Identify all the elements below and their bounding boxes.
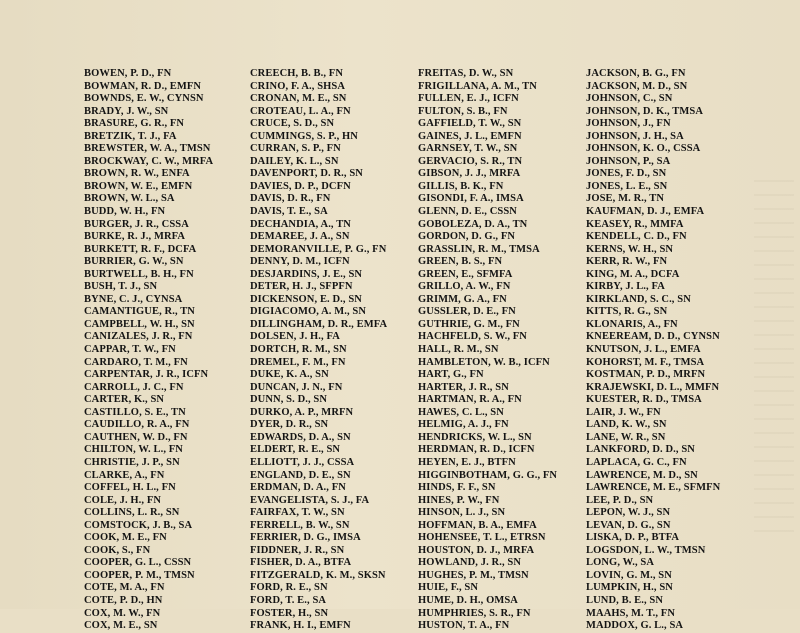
roster-entry: JONES, L. E., SN	[586, 180, 668, 192]
roster-entry: GERVACIO, S. R., TN	[418, 155, 523, 167]
roster-entry: KERNS, W. H., SN	[586, 243, 674, 255]
roster-entry: DUNN, S. D., SN	[250, 394, 328, 406]
roster-entry: MADDOX, G. L., SA	[586, 620, 684, 632]
roster-entry: HUMPHRIES, S. R., FN	[418, 607, 531, 619]
roster-entry: BRASURE, G. R., FN	[84, 118, 185, 130]
roster-entry: HOWLAND, J. R., SN	[418, 557, 522, 569]
roster-entry: DUKE, K. A., SN	[250, 369, 329, 381]
roster-entry: DIGIACOMO, A. M., SN	[250, 306, 367, 318]
roster-entry: ELLIOTT, J. J., CSSA	[250, 456, 355, 468]
roster-entry: BURKE, R. J., MRFA	[84, 231, 186, 243]
roster-entry: ELDERT, R. E., SN	[250, 444, 341, 456]
roster-entry: KITTS, R. G., SN	[586, 306, 668, 318]
roster-entry: BROWN, W. L., SA	[84, 193, 175, 205]
roster-column-3	[418, 68, 557, 633]
roster-entry: KENDELL, C. D., FN	[586, 231, 687, 243]
roster-entry: KRAJEWSKI, D. L., MMFN	[586, 381, 720, 393]
roster-entry: DAVIS, T. E., SA	[250, 206, 328, 218]
roster-entry: KOHORST, M. F., TMSA	[586, 356, 705, 368]
roster-entry: CAMANTIGUE, R., TN	[84, 306, 195, 318]
roster-entry: HARTER, J. R., SN	[418, 381, 509, 393]
roster-entry: CAPPAR, T. W., FN	[84, 344, 176, 356]
roster-entry: FOSTER, H., SN	[250, 607, 329, 619]
roster-entry: KOSTMAN, P. D., MRFN	[586, 369, 706, 381]
roster-entry: FRIGILLANA, A. M., TN	[418, 80, 537, 92]
roster-entry: KNEEREAM, D. D., CYNSN	[586, 331, 720, 343]
roster-entry: CRONAN, M. E., SN	[250, 93, 347, 105]
roster-entry: GRILLO, A. W., FN	[418, 281, 511, 293]
roster-entry: CARTER, K., SN	[84, 394, 165, 406]
roster-entry: BRETZIK, T. J., FA	[84, 130, 177, 142]
roster-entry: BURRIER, G. W., SN	[84, 256, 184, 268]
roster-entry: GUTHRIE, G. M., FN	[418, 318, 520, 330]
roster-entry: FULTON, S. B., FN	[418, 105, 508, 117]
roster-column-1	[84, 68, 213, 633]
roster-entry: DREMEL, F. M., FN	[250, 356, 346, 368]
roster-entry: GARNSEY, T. W., SN	[418, 143, 518, 155]
roster-entry: DAVENPORT, D. R., SN	[250, 168, 363, 180]
roster-entry: BRADY, J. W., SN	[84, 105, 169, 117]
roster-entry: FISHER, D. A., BTFA	[250, 557, 352, 569]
roster-column-4	[586, 68, 720, 633]
roster-entry: DAVIS, D. R., FN	[250, 193, 331, 205]
roster-entry: CHRISTIE, J. P., SN	[84, 456, 180, 468]
roster-entry: KERR, R. W., FN	[586, 256, 668, 268]
roster-entry: CAUTHEN, W. D., FN	[84, 431, 188, 443]
roster-entry: KING, M. A., DCFA	[586, 268, 680, 280]
roster-entry: HAMBLETON, W. B., ICFN	[418, 356, 550, 368]
roster-entry: BREWSTER, W. A., TMSN	[84, 143, 211, 155]
roster-entry: HOFFMAN, B. A., EMFA	[418, 519, 537, 531]
roster-entry: BURTWELL, B. H., FN	[84, 268, 194, 280]
roster-entry: BROWN, R. W., ENFA	[84, 168, 190, 180]
roster-entry: KNUTSON, J. L., EMFA	[586, 344, 701, 356]
roster-entry: JOHNSON, D. K., TMSA	[586, 105, 704, 117]
roster-entry: DUNCAN, J. N., FN	[250, 381, 343, 393]
roster-entry: COLE, J. H., FN	[84, 494, 162, 506]
roster-entry: JOHNSON, J., FN	[586, 118, 671, 130]
roster-entry: FITZGERALD, K. M., SKSN	[250, 569, 386, 581]
roster-entry: GISONDI, F. A., IMSA	[418, 193, 524, 205]
roster-entry: GAINES, J. L., EMFN	[418, 130, 522, 142]
roster-entry: CRINO, F. A., SHSA	[250, 80, 346, 92]
roster-entry: DAILEY, K. L., SN	[250, 155, 339, 167]
roster-entry: JONES, F. D., SN	[586, 168, 667, 180]
roster-entry: KEASEY, R., MMFA	[586, 218, 684, 230]
roster-entry: HACHFELD, S. W., FN	[418, 331, 527, 343]
roster-entry: EVANGELISTA, S. J., FA	[250, 494, 370, 506]
roster-entry: HART, G., FN	[418, 369, 484, 381]
roster-entry: CUMMINGS, S. P., HN	[250, 130, 358, 142]
roster-entry: COTE, M. A., FN	[84, 582, 165, 594]
roster-entry: DECHANDIA, A., TN	[250, 218, 351, 230]
roster-entry: DURKO, A. P., MRFN	[250, 406, 354, 418]
roster-entry: LEE, P. D., SN	[586, 494, 654, 506]
roster-entry: HOHENSEE, T. L., ETRSN	[418, 532, 546, 544]
roster-entry: DICKENSON, E. D., SN	[250, 293, 362, 305]
roster-entry: HENDRICKS, W. L., SN	[418, 431, 532, 443]
roster-entry: HUSTON, T. A., FN	[418, 620, 510, 632]
roster-entry: JACKSON, B. G., FN	[586, 68, 686, 79]
roster-entry: BROWN, W. E., EMFN	[84, 180, 193, 192]
roster-entry: BOWMAN, R. D., EMFN	[84, 80, 202, 92]
roster-entry: FREITAS, D. W., SN	[418, 68, 514, 79]
roster-entry: CAUDILLO, R. A., FN	[84, 419, 190, 431]
roster-entry: ENGLAND, D. E., SN	[250, 469, 351, 481]
roster-entry: DESJARDINS, J. E., SN	[250, 268, 363, 280]
roster-entry: JOHNSON, K. O., CSSA	[586, 143, 701, 155]
roster-entry: LUMPKIN, H., SN	[586, 582, 673, 594]
roster-entry: LAWRENCE, M. D., SN	[586, 469, 698, 481]
roster-entry: DOLSEN, J. H., FA	[250, 331, 340, 343]
roster-entry: LOGSDON, L. W., TMSN	[586, 544, 706, 556]
roster-entry: DEMAREE, J. A., SN	[250, 231, 350, 243]
roster-entry: BOWEN, P. D., FN	[84, 68, 172, 79]
roster-entry: FORD, T. E., SA	[250, 594, 327, 606]
roster-entry: CANIZALES, J. R., FN	[84, 331, 193, 343]
roster-entry: CREECH, B. B., FN	[250, 68, 344, 79]
roster-column-2	[250, 68, 387, 633]
roster-entry: GRASSLIN, R. M., TMSA	[418, 243, 540, 255]
roster-entry: BURGER, J. R., CSSA	[84, 218, 189, 230]
roster-entry: GOBOLEZA, D. A., TN	[418, 218, 528, 230]
roster-entry: BUSH, T. J., SN	[84, 281, 158, 293]
roster-entry: GREEN, B. S., FN	[418, 256, 503, 268]
roster-entry: CURRAN, S. P., FN	[250, 143, 341, 155]
roster-entry: KUESTER, R. D., TMSA	[586, 394, 702, 406]
roster-entry: FERRIER, D. G., IMSA	[250, 532, 361, 544]
roster-entry: BOWNDS, E. W., CYNSN	[84, 93, 204, 105]
roster-entry: HOUSTON, D. J., MRFA	[418, 544, 535, 556]
roster-entry: BURKETT, R. F., DCFA	[84, 243, 197, 255]
roster-entry: HUIE, F., SN	[418, 582, 479, 594]
roster-entry: GREEN, E., SFMFA	[418, 268, 513, 280]
roster-entry: LAIR, J. W., FN	[586, 406, 661, 418]
roster-entry: HINDS, F. F., SN	[418, 482, 496, 494]
roster-entry: KIRBY, J. L., FA	[586, 281, 665, 293]
roster-entry: GILLIS, B. K., FN	[418, 180, 504, 192]
roster-entry: GUSSLER, D. E., FN	[418, 306, 516, 318]
roster-entry: CROTEAU, L. A., FN	[250, 105, 351, 117]
roster-entry: COFFEL, H. L., FN	[84, 482, 176, 494]
roster-entry: LAPLACA, G. C., FN	[586, 456, 687, 468]
roster-entry: HEYEN, E. J., BTFN	[418, 456, 516, 468]
roster-entry: DENNY, D. M., ICFN	[250, 256, 350, 268]
roster-entry: HUGHES, P. M., TMSN	[418, 569, 529, 581]
roster-entry: HERDMAN, R. D., ICFN	[418, 444, 535, 456]
roster-entry: GAFFIELD, T. W., SN	[418, 118, 522, 130]
roster-entry: CARPENTAR, J. R., ICFN	[84, 369, 209, 381]
roster-entry: ERDMAN, D. A., FN	[250, 482, 346, 494]
roster-entry: KAUFMAN, D. J., EMFA	[586, 206, 705, 218]
roster-entry: COOK, S., FN	[84, 544, 151, 556]
roster-entry: HINES, P. W., FN	[418, 494, 500, 506]
roster-entry: FRANK, H. I., EMFN	[250, 620, 351, 632]
roster-entry: LONG, W., SA	[586, 557, 655, 569]
bleed-through-shadow	[754, 180, 794, 540]
roster-entry: COLLINS, L. R., SN	[84, 507, 180, 519]
roster-entry: FERRELL, B. W., SN	[250, 519, 350, 531]
roster-entry: DETER, H. J., SFPFN	[250, 281, 353, 293]
roster-entry: DORTCH, R. M., SN	[250, 344, 347, 356]
roster-entry: HAWES, C. L., SN	[418, 406, 504, 418]
roster-entry: BUDD, W. H., FN	[84, 206, 166, 218]
roster-entry: FAIRFAX, T. W., SN	[250, 507, 345, 519]
roster-entry: DEMORANVILLE, P. G., FN	[250, 243, 387, 255]
roster-entry: LAWRENCE, M. E., SFMFN	[586, 482, 721, 494]
roster-entry: DYER, D. R., SN	[250, 419, 329, 431]
roster-entry: HUME, D. H., OMSA	[418, 594, 518, 606]
roster-entry: COOPER, G. L., CSSN	[84, 557, 192, 569]
roster-entry: CRUCE, S. D., SN	[250, 118, 335, 130]
roster-entry: JACKSON, M. D., SN	[586, 80, 688, 92]
roster-entry: JOHNSON, P., SA	[586, 155, 671, 167]
roster-entry: BYNE, C. J., CYNSA	[84, 293, 183, 305]
roster-entry: KIRKLAND, S. C., SN	[586, 293, 691, 305]
roster-entry: CAMPBELL, W. H., SN	[84, 318, 195, 330]
roster-entry: HELMIG, A. J., FN	[418, 419, 509, 431]
roster-entry: HARTMAN, R. A., FN	[418, 394, 522, 406]
roster-entry: LUND, B. E., SN	[586, 594, 664, 606]
roster-entry: HIGGINBOTHAM, G. G., FN	[418, 469, 558, 481]
roster-entry: LAND, K. W., SN	[586, 419, 667, 431]
roster-entry: LISKA, D. P., BTFA	[586, 532, 680, 544]
roster-entry: LEVAN, D. G., SN	[586, 519, 671, 531]
roster-entry: LEPON, W. J., SN	[586, 507, 671, 519]
roster-entry: DILLINGHAM, D. R., EMFA	[250, 318, 388, 330]
roster-entry: LANE, W. R., SN	[586, 431, 666, 443]
roster-entry: LOVIN, G. M., SN	[586, 569, 672, 581]
roster-entry: COTE, P. D., HN	[84, 594, 163, 606]
roster-entry: KLONARIS, A., FN	[586, 318, 678, 330]
roster-entry: LANKFORD, D. D., SN	[586, 444, 695, 456]
roster-entry: GORDON, D. G., FN	[418, 231, 516, 243]
roster-entry: COX, M. W., FN	[84, 607, 161, 619]
roster-entry: JOHNSON, J. H., SA	[586, 130, 684, 142]
roster-entry: CASTILLO, S. E., TN	[84, 406, 186, 418]
roster-entry: HALL, R. M., SN	[418, 344, 499, 356]
roster-entry: JOSE, M. R., TN	[586, 193, 665, 205]
roster-entry: CARROLL, J. C., FN	[84, 381, 184, 393]
roster-entry: FIDDNER, J. R., SN	[250, 544, 345, 556]
roster-entry: GRIMM, G. A., FN	[418, 293, 507, 305]
roster-entry: HINSON, L. J., SN	[418, 507, 506, 519]
roster-entry: COOPER, P. M., TMSN	[84, 569, 195, 581]
roster-entry: CARDARO, T. M., FN	[84, 356, 188, 368]
roster-entry: CLARKE, A., FN	[84, 469, 165, 481]
roster-entry: CHILTON, W. L., FN	[84, 444, 183, 456]
roster-entry: FORD, R. E., SN	[250, 582, 328, 594]
roster-entry: COOK, M. E., FN	[84, 532, 167, 544]
roster-entry: EDWARDS, D. A., SN	[250, 431, 351, 443]
roster-entry: BROCKWAY, C. W., MRFA	[84, 155, 214, 167]
roster-entry: DAVIES, D. P., DCFN	[250, 180, 351, 192]
roster-entry: COX, M. E., SN	[84, 620, 158, 632]
roster-entry: FULLEN, E. J., ICFN	[418, 93, 519, 105]
roster-entry: COMSTOCK, J. B., SA	[84, 519, 193, 531]
roster-entry: GIBSON, J. J., MRFA	[418, 168, 521, 180]
roster-entry: MAAHS, M. T., FN	[586, 607, 675, 619]
roster-entry: JOHNSON, C., SN	[586, 93, 673, 105]
roster-entry: GLENN, D. E., CSSN	[418, 206, 517, 218]
